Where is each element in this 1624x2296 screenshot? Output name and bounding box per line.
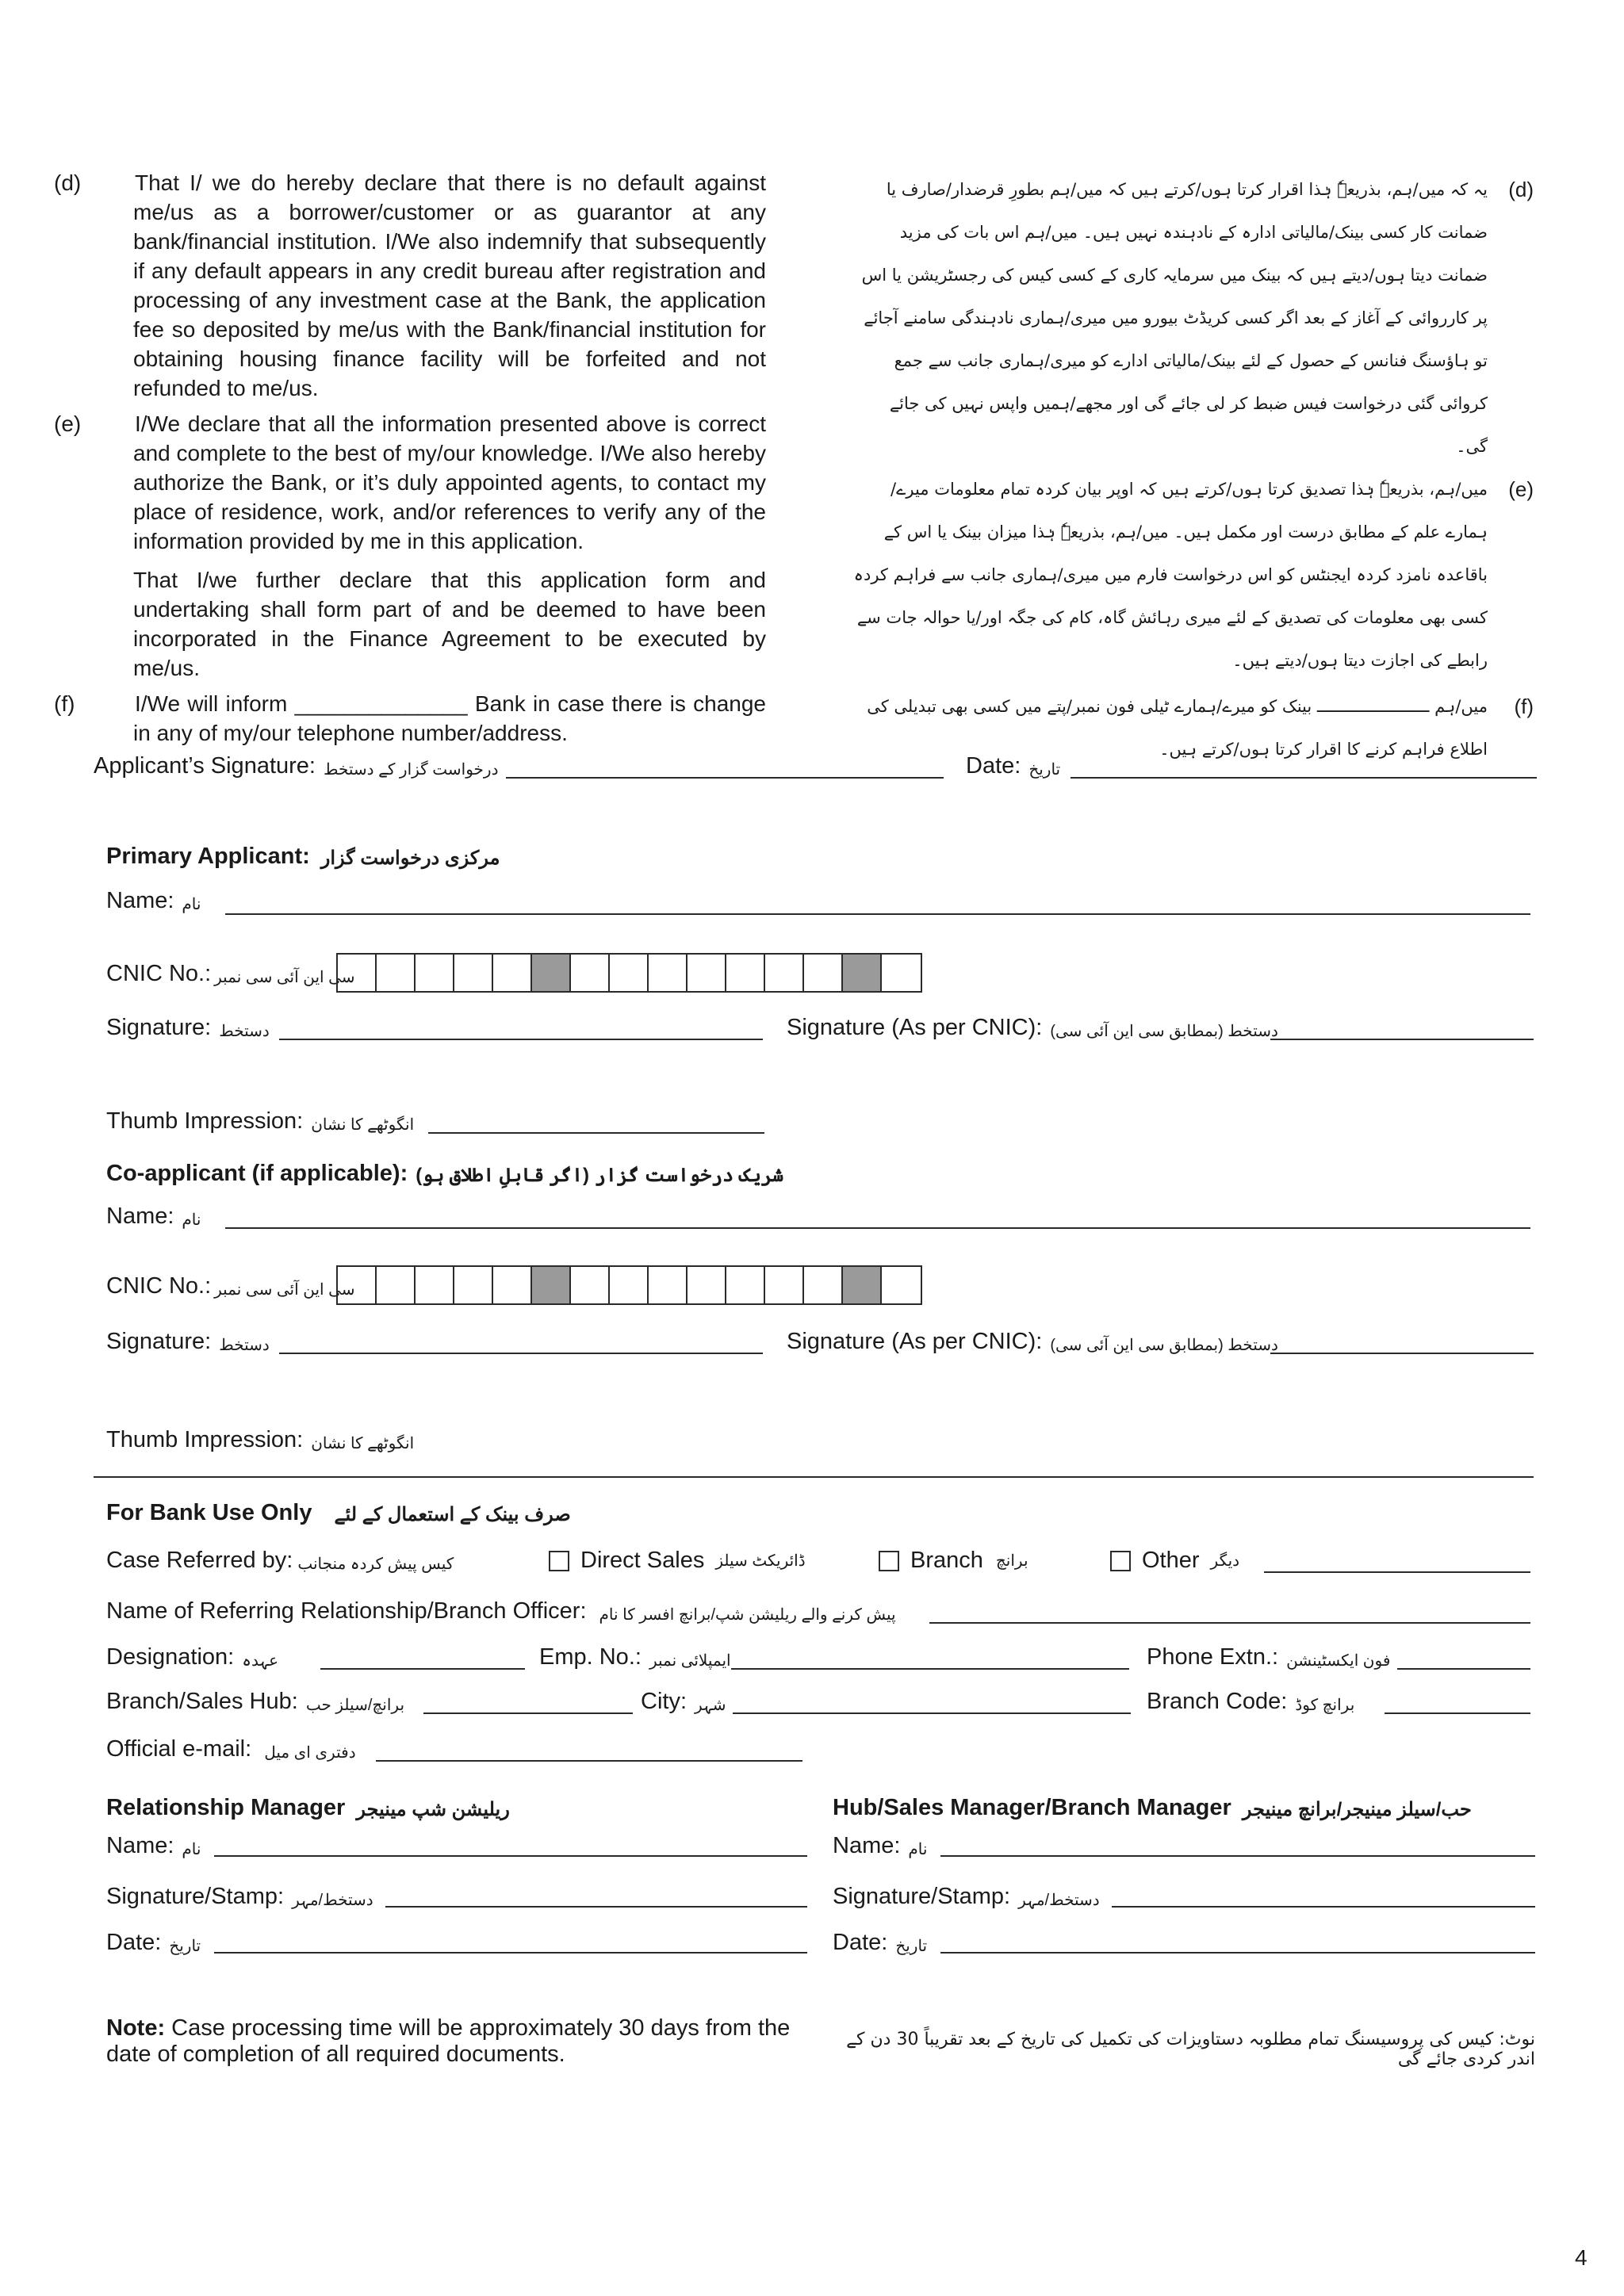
coapplicant-heading: Co-applicant (if applicable): شریک درخواست گزار (اگر قابلِ اطلاق ہو) [106,1161,784,1186]
referring-officer-row: Name of Referring Relationship/Branch Officer: پیش کرنے والے ریلیشن شپ/برانچ افسر کا نام [106,1598,896,1624]
cnic-digit-box[interactable] [765,1267,804,1303]
option-other[interactable]: Other دیگر [1110,1548,1239,1574]
cnic-digit-box[interactable] [765,955,804,991]
coapplicant-name-field[interactable] [225,1227,1530,1229]
city-row: City: شہر [641,1689,726,1714]
hub-name-row: Name: نام [833,1833,928,1858]
cnic-separator-box [843,1267,882,1303]
declaration-f-ur: میں/ہم ـــــــــــــــــــــــ بینک کو میرے/ہمارے ٹیلی فون نمبر/پتے میں کسی بھی تبدیلی کی اطلاع فراہم کرنے کا اقرار کرتا ہوں/کرتے ہیں۔ (f) [867,695,1534,759]
coapplicant-signature-field[interactable] [279,1353,763,1354]
coapplicant-signature-cnic-field[interactable] [1270,1353,1534,1354]
other-checkbox[interactable] [1110,1551,1131,1571]
phone-extn-row: Phone Extn.: فون ایکسٹینشن [1147,1644,1391,1670]
designation-field[interactable] [320,1668,525,1670]
hub-date-row: Date: تاریخ [833,1930,928,1955]
applicant-date-field[interactable] [1071,777,1537,779]
cnic-digit-box[interactable] [338,955,377,991]
declaration-e-ur: میں/ہم، بذریعہٗ ہٰذا تصدیق کرتا ہوں/کرتے ہیں کہ اوپر بیان کردہ تمام معلومات میرے/ہمارے علم کے مطابق درست اور مکمل ہیں۔ میں/ہم، بذریعہٗ ہٰذا میزان بینک یا اس کے باقاعدہ نامزد کردہ ایجنٹس کو اس درخواست فارم میں میری/ہماری جانب سے فراہم کردہ کسی بھی معلومات کی تصدیق کے لئے میری رہائش گاہ، کام کی جگہ اور/یا حوالہ جات سے رابطے کی اجازت دیتا ہوں/دیتے ہیں۔ (e) [853,477,1534,670]
hub-manager-heading: Hub/Sales Manager/Branch Manager حب/سیلز مینیجر/برانچ مینیجر [833,1795,1472,1820]
cnic-digit-box[interactable] [688,955,726,991]
primary-thumb-field[interactable] [428,1132,764,1134]
declaration-d-ur: یہ کہ میں/ہم، بذریعہٗ ہٰذا اقرار کرتا ہوں/کرتے ہیں کہ میں/ہم بطورِ قرضدار/صارف یا ضمانت کار کسی بینک/مالیاتی ادارہ کے نادہندہ نہیں ہیں۔ میں/ہم اس بات کی مزید ضمانت دیتا ہوں/دیتے ہیں کہ بینک میں سرمایہ کاری کے کسی کیس کی رجسٹریشن یا اس پر کارروائی کے آغاز کے بعد اگر کسی کریڈٹ بیورو میں میری/ہماری نادہندگی سامنے آجائے تو ہاؤسنگ فنانس کے حصول کے لئے بینک/مالیاتی ادارے کو میری/ہماری جانب سے جمع کروائی گئی درخواست فیس ضبط کر لی جائے گی اور مجھے/ہمیں واپس نہیں کی جائے گی۔ (d) [861,178,1534,456]
hub-signature-row: Signature/Stamp: دستخط/مہر [833,1884,1100,1909]
coapplicant-thumb-row: Thumb Impression: انگوٹھے کا نشان [106,1427,415,1452]
cnic-digit-box[interactable] [454,1267,493,1303]
branch-code-row: Branch Code: برانچ کوڈ [1147,1689,1355,1714]
primary-signature-row: Signature: دستخط [106,1015,270,1040]
cnic-digit-box[interactable] [493,1267,532,1303]
cnic-digit-box[interactable] [649,1267,688,1303]
note-ur: نوٹ: کیس کی پروسیسنگ تمام مطلوبہ دستاویزات کی تکمیل کی تاریخ کے بعد تقریباً 30 دن کے اندر کردی جائے گی [846,2030,1535,2069]
coapplicant-signature-row: Signature: دستخط [106,1329,270,1354]
primary-cnic-boxes[interactable] [336,953,922,993]
rm-heading: Relationship Manager ریلیشن شپ مینیجر [106,1795,510,1820]
cnic-digit-box[interactable] [726,1267,765,1303]
hub-name-field[interactable] [940,1855,1535,1857]
cnic-digit-box[interactable] [571,955,610,991]
option-branch[interactable]: Branch برانچ [879,1548,1028,1574]
rm-signature-row: Signature/Stamp: دستخط/مہر [106,1884,373,1909]
cnic-separator-box [843,955,882,991]
cnic-digit-box[interactable] [338,1267,377,1303]
primary-thumb-row: Thumb Impression: انگوٹھے کا نشان [106,1108,415,1134]
cnic-digit-box[interactable] [649,955,688,991]
cnic-digit-box[interactable] [377,955,416,991]
coapplicant-cnic-label: CNIC No.: سی این آئی سی نمبر [106,1273,355,1299]
primary-cnic-label: CNIC No.: سی این آئی سی نمبر [106,961,355,986]
official-email-field[interactable] [376,1760,802,1762]
declaration-f-en: (f) I/We will inform ______________ Bank in case there is change in any of my/our telephone number/address. [54,691,766,745]
cnic-separator-box [532,1267,571,1303]
cnic-digit-box[interactable] [571,1267,610,1303]
cnic-digit-box[interactable] [726,955,765,991]
rm-signature-field[interactable] [385,1906,807,1908]
primary-signature-cnic-row: Signature (As per CNIC): دستخط (بمطابق سی این آئی سی) [787,1015,1278,1040]
declaration-d-en: (d) That I/ we do hereby declare that there is no default against me/us as a borrower/customer or as guarantor at any bank/financial institution. I/We also indemnify that subsequently if any default appears in any credit bureau after registration and processing of any investment case at the Bank, the application fee so deposited by me/us with the Bank/financial institution for obtaining housing finance facility will be forfeited and not refunded to me/us. [54,170,766,400]
rm-name-row: Name: نام [106,1833,201,1858]
emp-no-row: Emp. No.: ایمپلائی نمبر [539,1644,731,1670]
emp-no-field[interactable] [731,1668,1129,1670]
other-field[interactable] [1264,1571,1530,1573]
city-field[interactable] [733,1712,1131,1714]
declarations-ur [847,168,1534,771]
coapplicant-cnic-boxes[interactable] [336,1265,922,1305]
branch-code-field[interactable] [1385,1712,1530,1714]
cnic-digit-box[interactable] [377,1267,416,1303]
case-referred-row: Case Referred by: کیس پیش کردہ منجانب [106,1548,454,1573]
cnic-separator-box [532,955,571,991]
note-en: Note: Case processing time will be approximately 30 days from the date of completion of all required documents. [106,2015,791,2067]
branch-hub-field[interactable] [423,1712,633,1714]
applicant-signature-field[interactable] [506,777,944,779]
rm-date-field[interactable] [214,1952,807,1954]
cnic-digit-box[interactable] [454,955,493,991]
applicant-date-row: Date: تاریخ [966,753,1061,779]
applicant-signature-row: Applicant’s Signature: درخواست گزار کے دستخط [94,753,499,779]
declarations-en [54,168,766,748]
cnic-digit-box[interactable] [804,1267,843,1303]
cnic-digit-box[interactable] [804,955,843,991]
rm-name-field[interactable] [214,1855,807,1857]
branch-checkbox[interactable] [879,1551,899,1571]
cnic-digit-box[interactable] [610,1267,649,1303]
coapplicant-name-row: Name: نام [106,1203,201,1229]
primary-signature-cnic-field[interactable] [1270,1039,1534,1040]
cnic-digit-box[interactable] [882,955,921,991]
cnic-digit-box[interactable] [688,1267,726,1303]
cnic-digit-box[interactable] [416,955,454,991]
cnic-digit-box[interactable] [882,1267,921,1303]
declaration-e2-en: That I/we further declare that this application form and undertaking shall form part of and be deemed to have been incorporated in the Finance Agreement to be executed by me/us. [133,568,766,680]
primary-name-row: Name: نام [106,888,201,913]
section-divider [94,1476,1534,1478]
cnic-digit-box[interactable] [610,955,649,991]
referring-officer-field[interactable] [929,1622,1530,1624]
primary-applicant-heading: Primary Applicant: مرکزی درخواست گزار [106,844,500,869]
hub-date-field[interactable] [940,1952,1535,1954]
bank-use-heading: For Bank Use Only صرف بینک کے استعمال کے لئے [106,1500,571,1525]
designation-row: Designation: عہدہ [106,1644,279,1670]
primary-name-field[interactable] [225,913,1530,915]
option-direct-sales[interactable]: Direct Sales ڈائریکٹ سیلز [549,1548,806,1574]
primary-signature-field[interactable] [279,1039,763,1040]
hub-signature-field[interactable] [1112,1906,1535,1908]
phone-extn-field[interactable] [1397,1668,1530,1670]
declaration-e-en: (e) I/We declare that all the information presented above is correct and complete to the best of my/our knowledge. I/We also hereby authorize the Bank, or it’s duly appointed agents, to contact my place of residence, work, and/or references to verify any of the information provided by me in this application. [54,411,766,553]
coapplicant-signature-cnic-row: Signature (As per CNIC): دستخط (بمطابق سی این آئی سی) [787,1329,1278,1354]
direct-sales-checkbox[interactable] [549,1551,569,1571]
official-email-row: Official e-mail: دفتری ای میل [106,1736,356,1762]
branch-hub-row: Branch/Sales Hub: برانچ/سیلز حب [106,1689,405,1714]
page-number: 4 [1575,2245,1588,2270]
cnic-digit-box[interactable] [493,955,532,991]
rm-date-row: Date: تاریخ [106,1930,201,1955]
cnic-digit-box[interactable] [416,1267,454,1303]
